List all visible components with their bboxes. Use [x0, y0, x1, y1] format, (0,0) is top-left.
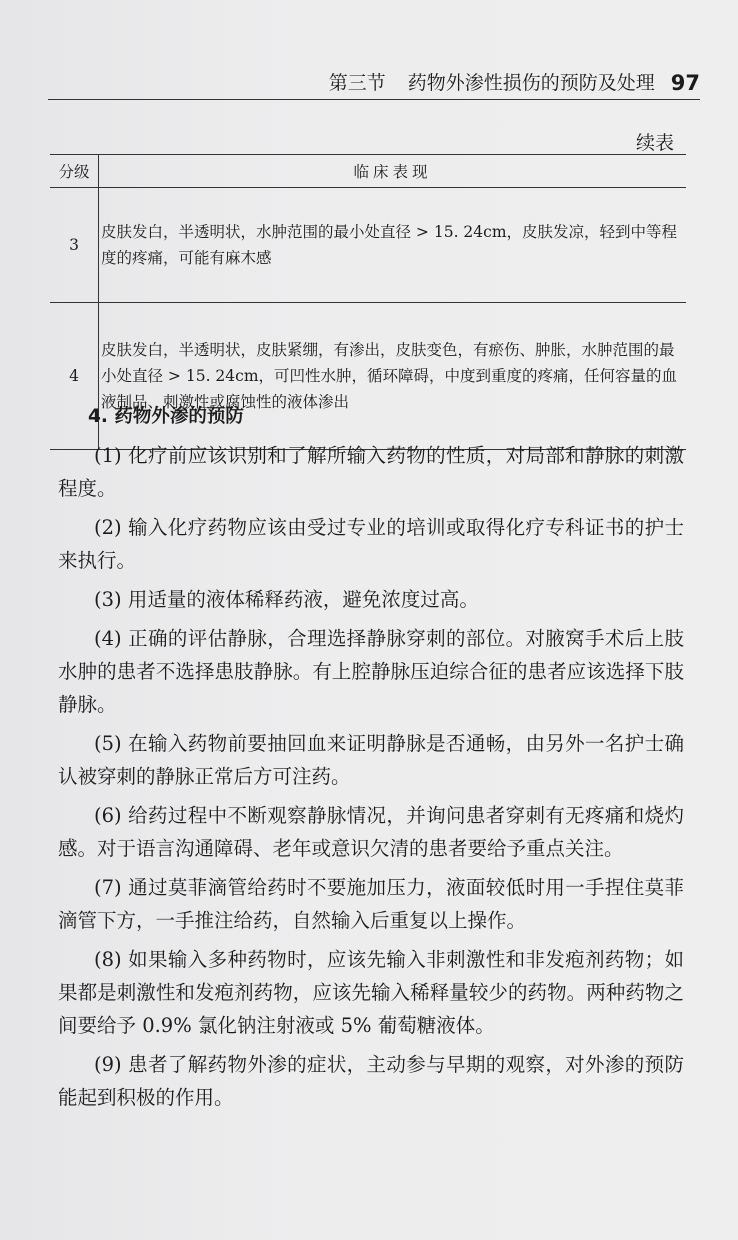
- column-header-clinical: 临床表现: [99, 155, 687, 188]
- paragraph: (3) 用适量的液体稀释药液，避免浓度过高。: [94, 588, 479, 611]
- paragraph: (9) 患者了解药物外渗的症状，主动参与早期的观察，对外渗的预防能起到积极的作用。: [58, 1053, 684, 1109]
- paragraph: (5) 在输入药物前要抽回血来证明静脉是否通畅，由另外一名护士确认被穿刺的静脉正常后方可注药。: [58, 732, 684, 788]
- table-continued-label: 续表: [635, 132, 674, 154]
- paragraph: (1) 化疗前应该识别和了解所输入药物的性质，对局部和静脉的刺激程度。: [58, 444, 684, 500]
- running-header: [48, 66, 700, 100]
- page-number: 97: [670, 71, 700, 95]
- grade-cell: 3: [50, 188, 99, 303]
- paragraph: (2) 输入化疗药物应该由受过专业的培训或取得化疗专科证书的护士来执行。: [58, 516, 684, 572]
- section-number: 第三节: [328, 72, 386, 94]
- paragraph: (8) 如果输入多种药物时，应该先输入非刺激性和非发疱剂药物；如果都是刺激性和发疱剂药物，应该先输入稀释量较少的药物。两种药物之间要给予 0.9% 氯化钠注射液或 5% 葡萄糖液体。: [58, 948, 684, 1037]
- paragraph: (4) 正确的评估静脉，合理选择静脉穿刺的部位。对腋窝手术后上肢水肿的患者不选择患肢静脉。有上腔静脉压迫综合征的患者应该选择下肢静脉。: [58, 627, 684, 716]
- table-row: [50, 188, 686, 303]
- clinical-cell: 皮肤发白，半透明状，皮肤紧绷，有渗出，皮肤变色，有瘀伤、肿胀，水肿范围的最小处直径 > 15. 24cm，可凹性水肿，循环障碍，中度到重度的疼痛，任何容量的血液制品、刺激性或腐蚀性的液体渗出: [99, 303, 687, 450]
- paragraph: (6) 给药过程中不断观察静脉情况，并询问患者穿刺有无疼痛和烧灼感。对于语言沟通障碍、老年或意识欠清的患者要给予重点关注。: [58, 804, 684, 860]
- grade-cell: 4: [50, 303, 99, 450]
- clinical-cell: 皮肤发白，半透明状，水肿范围的最小处直径 > 15. 24cm，皮肤发凉，轻到中等程度的疼痛，可能有麻木感: [99, 188, 687, 303]
- paragraph: (7) 通过莫菲滴管给药时不要施加压力，液面较低时用一手捏住莫菲滴管下方，一手推注给药，自然输入后重复以上操作。: [58, 876, 684, 932]
- body-text: [58, 396, 684, 1120]
- section-title: 药物外渗性损伤的预防及处理: [407, 72, 655, 94]
- subsection-heading: 4. 药物外渗的预防: [88, 406, 244, 427]
- column-header-grade: 分级: [50, 155, 99, 188]
- table-header-row: [50, 155, 686, 188]
